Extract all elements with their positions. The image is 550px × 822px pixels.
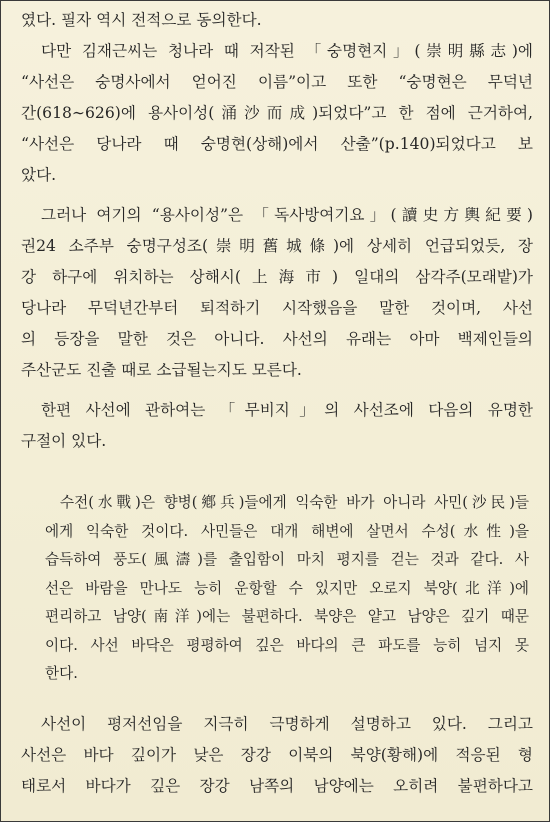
text-line: 태로서 바다가 깊은 장강 남쪽의 남양에는 오히려 불편하다고 bbox=[21, 777, 533, 795]
text-line: 였다. 필자 역시 전적으로 동의한다. bbox=[21, 11, 262, 29]
paragraph-continuation bbox=[21, 5, 533, 36]
paragraph-mubiji-intro bbox=[21, 395, 533, 457]
text-line: 구절이 있다. bbox=[21, 432, 107, 450]
quote-line: 선은 바람을 만나도 능히 운항할 수 있지만 오로지 북양(北洋)에 bbox=[45, 579, 529, 597]
text-line: 권24 소주부 숭명구성조(崇明舊城條)에 상세히 언급되었듯, 장 bbox=[21, 237, 533, 255]
block-quote bbox=[45, 489, 529, 689]
text-line: “사선은 당나라 때 숭명현(상해)에서 산출”(p.140)되었다고 보 bbox=[21, 135, 533, 153]
text-line: 의 등장을 말한 것은 아니다. 사선의 유래는 아마 백제인들의 bbox=[21, 330, 533, 348]
text-line: 았다. bbox=[21, 166, 57, 184]
text-line: 그러나 여기의 “용사이성”은 「독사방여기요」(讀史方輿紀要) bbox=[41, 206, 533, 224]
quote-line: 수전(水戰)은 향병(鄕兵)들에게 익숙한 바가 아니라 사민(沙民)들 bbox=[60, 494, 529, 511]
quote-line: 에게 익숙한 것이다. 사민들은 대개 해변에 살면서 수성(水性)을 bbox=[45, 522, 529, 540]
quote-line: 편리하고 남양(南洋)에는 불편하다. 북양은 얕고 남양은 깊기 때문 bbox=[45, 608, 529, 625]
paragraph-closing bbox=[21, 709, 533, 802]
text-line: 당나라 무덕년간부터 퇴적하기 시작했음을 말한 것이며, 사선 bbox=[21, 299, 533, 317]
text-line: 간(618∼626)에 용사이성(涌沙而成)되었다”고 한 점에 근거하여, bbox=[21, 104, 533, 122]
quote-line: 습득하여 풍도(風濤)를 출입함이 마치 평지를 걷는 것과 같다. 사 bbox=[45, 551, 529, 568]
quote-line: 이다. 사선 바닥은 평평하여 깊은 바다의 큰 파도를 능히 넘지 못 bbox=[45, 636, 529, 654]
text-line: 한편 사선에 관하여는 「무비지」의 사선조에 다음의 유명한 bbox=[41, 401, 533, 419]
quote-line: 한다. bbox=[45, 665, 78, 682]
text-line: 사선이 평저선임을 지극히 극명하게 설명하고 있다. 그리고 bbox=[41, 715, 533, 733]
text-line: 주산군도 진출 때로 소급될는지도 모른다. bbox=[21, 361, 302, 379]
text-line: 강 하구에 위치하는 상해시(上海市) 일대의 삼각주(모래밭)가 bbox=[21, 268, 533, 286]
paragraph-rebuttal bbox=[21, 200, 533, 386]
text-line: 다만 김재근씨는 청나라 때 저작된 「숭명현지」(崇明縣志)에 bbox=[41, 42, 533, 60]
paragraph-kim-jaegeun-view bbox=[21, 36, 533, 191]
text-line: 사선은 바다 깊이가 낮은 장강 이북의 북양(황해)에 적응된 형 bbox=[21, 746, 533, 764]
text-line: “사선은 숭명사에서 얻어진 이름”이고 또한 “숭명현은 무덕년 bbox=[21, 73, 533, 91]
